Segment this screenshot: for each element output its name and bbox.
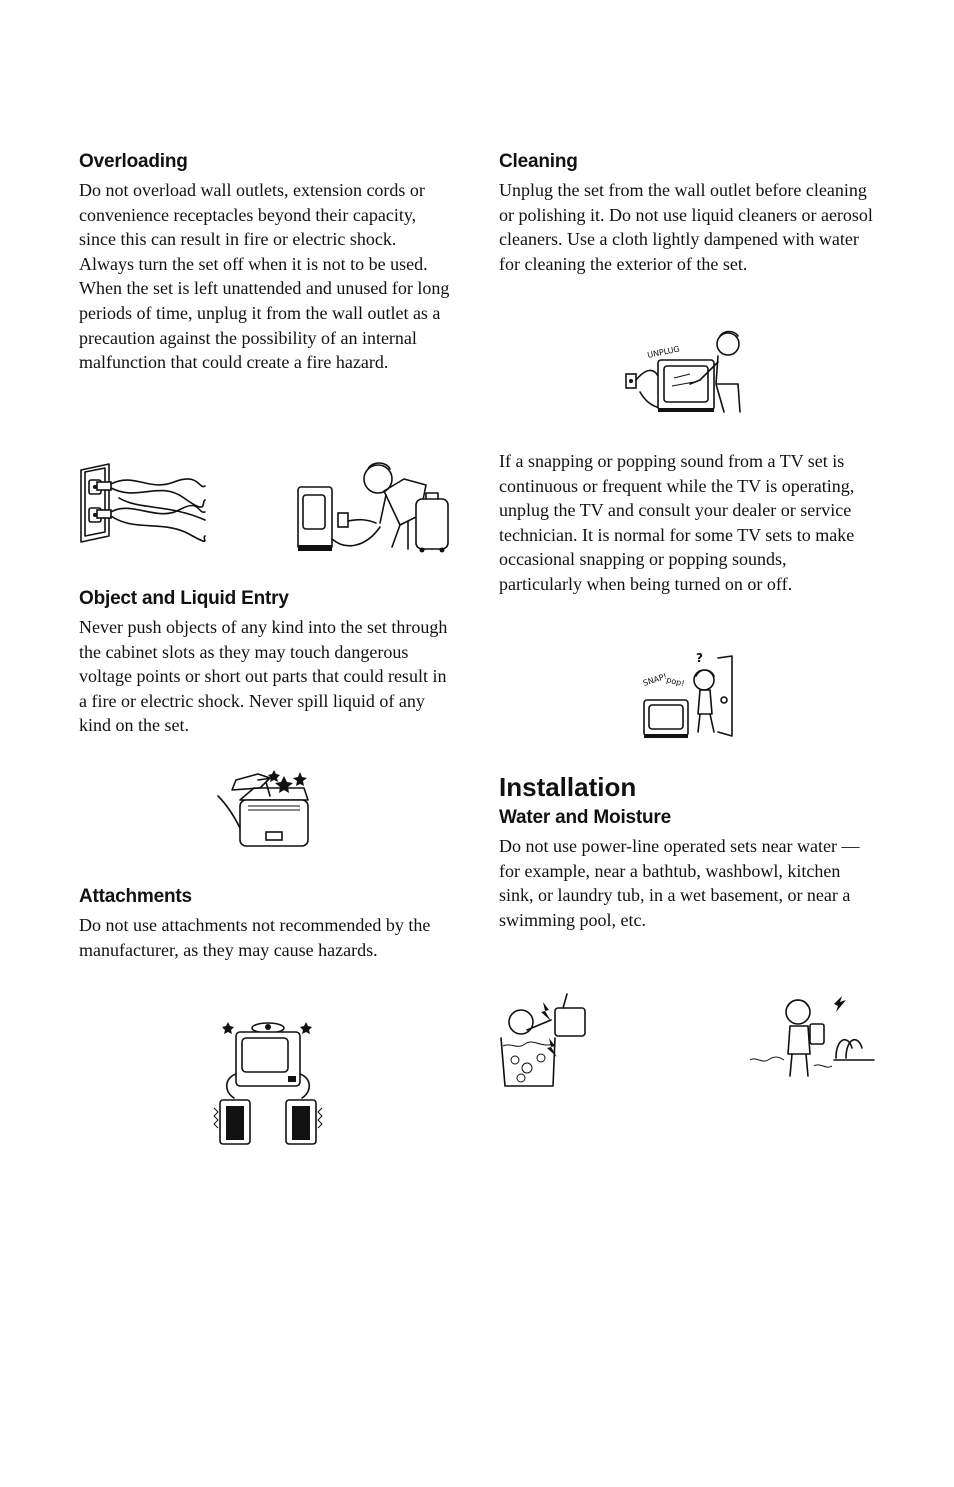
water-moisture-heading: Water and Moisture: [499, 807, 671, 828]
snap-label: SNAP!: [641, 671, 668, 688]
overloading-text: Do not overload wall outlets, extension cords or convenience receptacles beyond their capacity, since this can result in fire or electric shock. Always turn the set off when it is not to be used. When the set is left unattended and unused for long periods of time, unplug it from the wall outlet as a precaution against the possibility of an internal malfunction that could create a fire hazard.: [79, 180, 450, 373]
pop-label: pop!: [665, 675, 686, 689]
water-moisture-text: Do not use power-line operated sets near water — for example, near a bathtub, washbowl, kitchen sink, or laundry tub, in a wet basement, or near a swimming pool, etc.: [499, 836, 860, 930]
attachments-heading: Attachments: [79, 886, 192, 907]
unplugging-before-travel-illustration: [296, 455, 456, 555]
attachments-text: Do not use attachments not recommended by the manufacturer, as they may cause hazards.: [79, 915, 431, 960]
left-column: [79, 150, 453, 375]
object-liquid-section: [79, 587, 453, 738]
cleaning-heading: Cleaning: [499, 151, 578, 172]
installation-section: [499, 772, 873, 932]
object-liquid-text: Never push objects of any kind into the set through the cabinet slots as they may touch dangerous voltage points or short out parts that could result in a fire or electric shock. Never spill liquid of any kind on the set.: [79, 617, 448, 736]
question-mark: ?: [696, 651, 703, 665]
swimming-pool-radio-illustration: [748, 994, 876, 1080]
object-liquid-heading: Object and Liquid Entry: [79, 588, 289, 609]
snapping-section: [499, 449, 873, 597]
bathtub-radio-illustration: [497, 990, 593, 1092]
overloading-heading: Overloading: [79, 151, 188, 172]
unapproved-attachments-illustration: [210, 1014, 326, 1148]
cleaning-text: Unplug the set from the wall outlet before cleaning or polishing it. Do not use liquid cleaners or aerosol cleaners. Use a cloth lightly dampened with water for cleaning the exterior of the set.: [499, 180, 873, 274]
snap-pop-sound-illustration: [640, 650, 736, 742]
unplug-for-cleaning-illustration: [620, 328, 748, 416]
attachments-section: [79, 885, 453, 962]
installation-title: Installation: [499, 772, 637, 802]
liquid-spill-illustration: [214, 766, 314, 856]
unplug-label: UNPLUG: [646, 344, 681, 360]
overloaded-outlet-illustration: [79, 462, 209, 546]
cleaning-section: [499, 150, 873, 276]
snapping-text: If a snapping or popping sound from a TV set is continuous or frequent while the TV is operating, unplug the TV and consult your dealer or service technician. It is normal for some TV sets to make occasional snapping or popping sounds, particularly when being turned on or off.: [499, 451, 855, 594]
